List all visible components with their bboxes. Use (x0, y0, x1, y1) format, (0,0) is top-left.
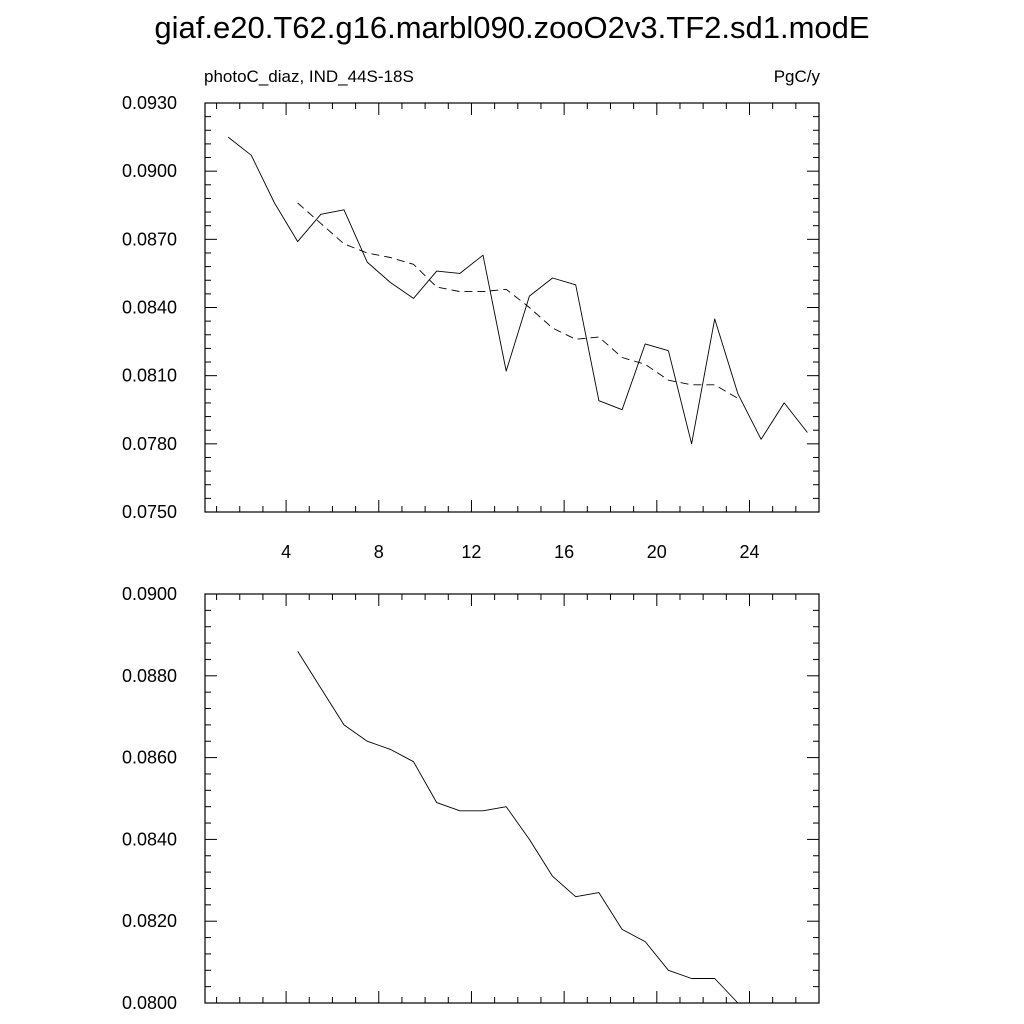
top-x-tick-label: 12 (461, 542, 482, 562)
top-x-tick-label: 8 (373, 542, 384, 562)
top-panel (122, 67, 821, 562)
top-x-tick-label: 24 (739, 542, 760, 562)
bottom-panel (122, 584, 819, 1013)
bottom-y-tick-label: 0.0860 (121, 747, 177, 768)
top-panel-right-label: PgC/y (773, 67, 820, 86)
bottom-y-tick-label: 0.0800 (121, 993, 177, 1013)
bottom-y-tick-label: 0.0840 (121, 829, 177, 850)
bottom-y-tick-label: 0.0820 (121, 911, 177, 932)
top-y-tick-label: 0.0810 (121, 365, 177, 386)
top-x-tick-label: 20 (646, 542, 667, 562)
bottom-y-tick-label: 0.0900 (121, 584, 177, 604)
bottom-y-tick-label: 0.0880 (121, 665, 177, 686)
figure-title: giaf.e20.T62.g16.marbl090.zooO2v3.TF2.sd1.modE (154, 10, 870, 45)
bottom-panel-plot (122, 584, 819, 1013)
top-y-tick-label: 0.0840 (121, 297, 177, 318)
top-y-tick-label: 0.0900 (121, 161, 177, 182)
top-panel-plot (122, 93, 819, 562)
top-y-tick-label: 0.0750 (121, 502, 177, 522)
top-series-line-solid (228, 137, 807, 444)
bottom-plot-frame (205, 594, 819, 1003)
top-y-tick-label: 0.0780 (121, 433, 177, 454)
top-y-tick-label: 0.0930 (121, 93, 177, 113)
top-y-tick-label: 0.0870 (121, 229, 177, 250)
bottom-series-line-solid (298, 651, 738, 1003)
top-series-line-dashed (298, 203, 738, 398)
top-panel-left-label: photoC_diaz, IND_44S-18S (204, 67, 414, 86)
top-x-tick-label: 16 (554, 542, 575, 562)
top-plot-frame (205, 103, 819, 512)
top-x-tick-label: 4 (281, 542, 292, 562)
